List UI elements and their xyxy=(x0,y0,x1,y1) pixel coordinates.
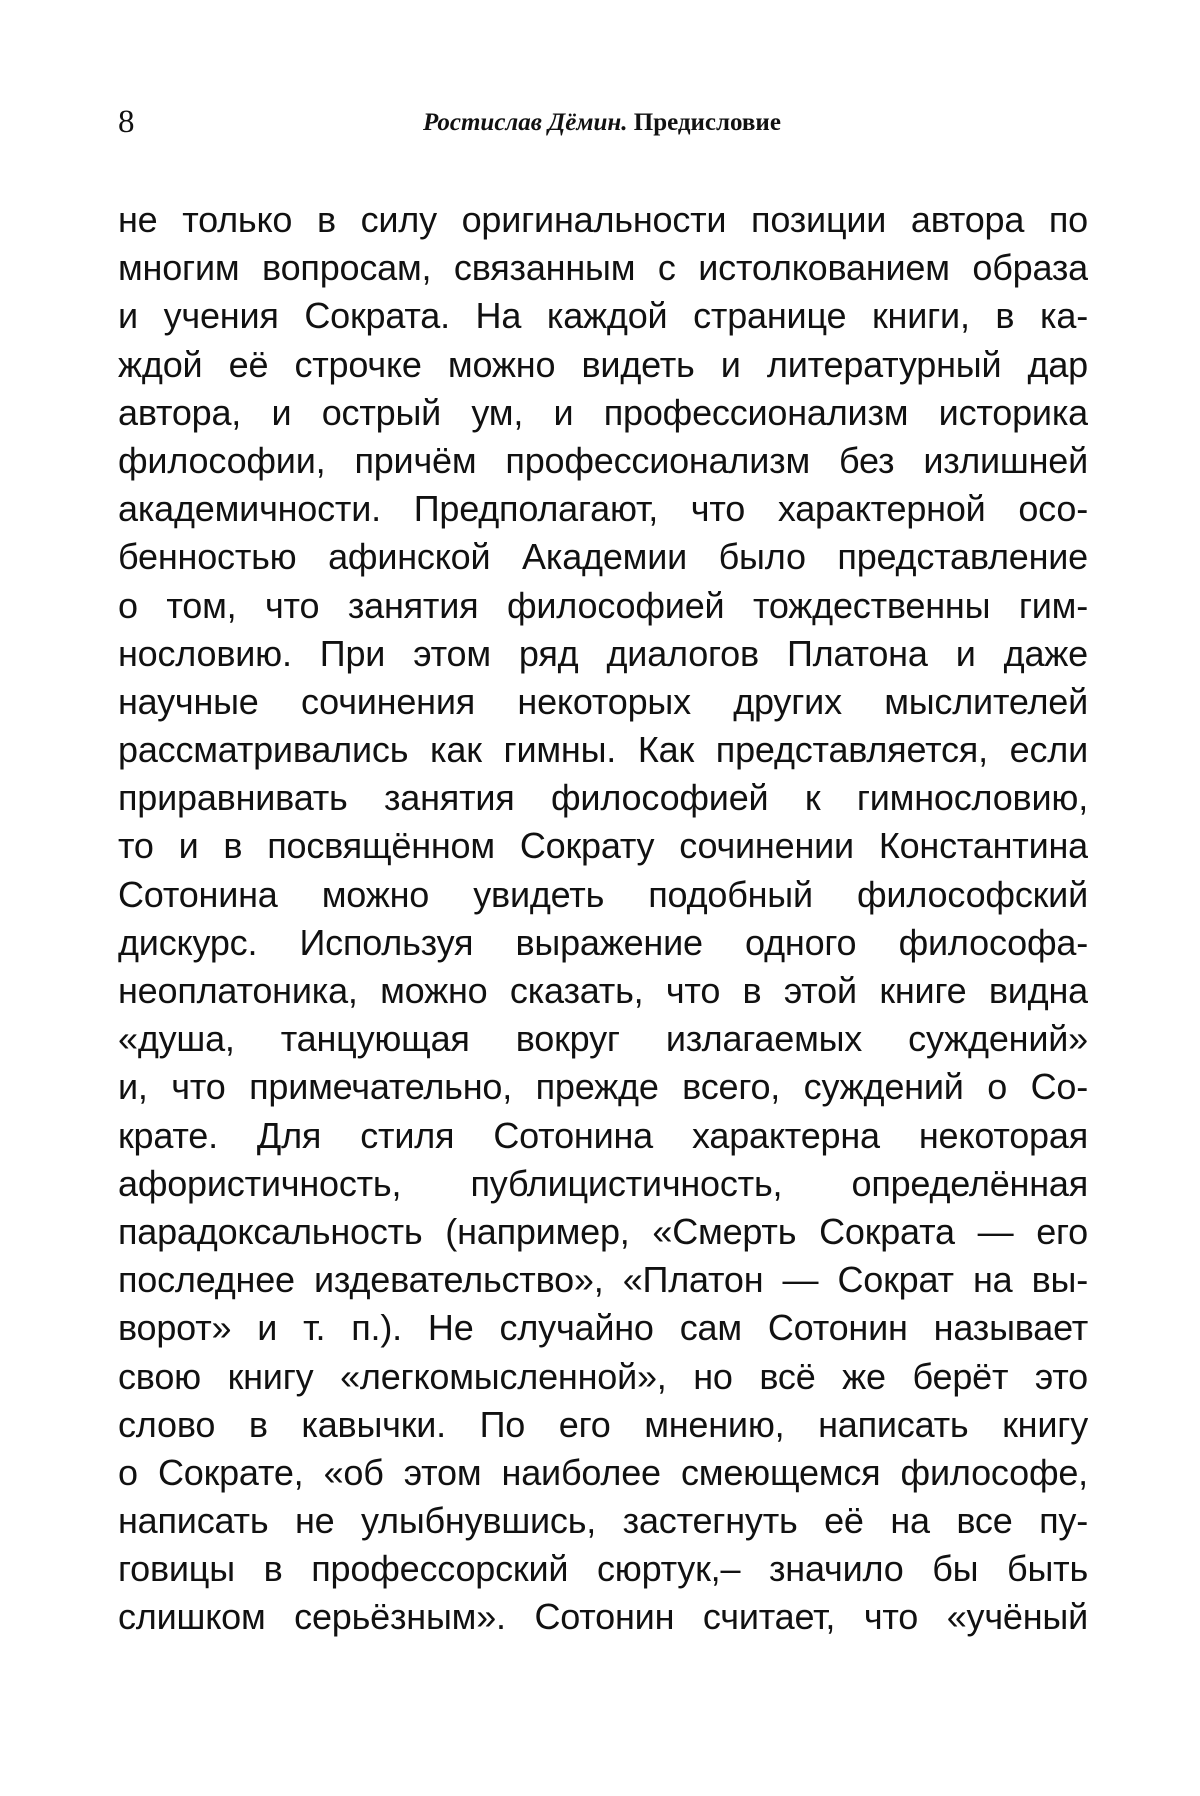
text-line: о Сократе, «об этом наиболее смеющемся философе, xyxy=(118,1451,1088,1493)
text-line: академичности. Предполагают, что характерной осо- xyxy=(118,488,1088,530)
text-line: парадоксальность (например, «Смерть Сократа — его xyxy=(118,1210,1088,1252)
running-head-section: Предисловие xyxy=(633,109,781,136)
text-line: неоплатоника, можно сказать, что в этой книге видна xyxy=(118,970,1088,1011)
text-line: ворот» и т. п.). Не случайно сам Сотонин называет xyxy=(118,1307,1088,1349)
text-line: слишком серьёзным». Сотонин считает, что «учёный xyxy=(118,1596,1088,1638)
text-line: последнее издевательство», «Платон — Сократ на вы- xyxy=(118,1259,1088,1301)
text-line: бенностью афинской Академии было представление xyxy=(118,536,1088,578)
text-line: автора, и острый ум, и профессионализм историка xyxy=(118,391,1088,433)
text-line: и, что примечательно, прежде всего, суждений о Со- xyxy=(118,1066,1088,1108)
text-line: «душа, танцующая вокруг излагаемых суждений» xyxy=(118,1018,1088,1060)
text-line: говицы в профессорский сюртук,– значило бы быть xyxy=(118,1548,1088,1590)
text-line: многим вопросам, связанным с истолкованием образа xyxy=(118,247,1088,289)
body-text xyxy=(118,196,1088,1642)
text-line: то и в посвящённом Сократу сочинении Константина xyxy=(118,825,1088,867)
text-line: слово в кавычки. По его мнению, написать книгу xyxy=(118,1403,1088,1445)
text-line: дискурс. Используя выражение одного философа- xyxy=(118,921,1088,963)
text-line: афористичность, публицистичность, определённая xyxy=(118,1162,1088,1204)
text-line: и учения Сократа. На каждой странице книги, в ка- xyxy=(118,295,1088,337)
text-line: не только в силу оригинальности позиции автора по xyxy=(118,199,1088,240)
text-line: о том, что занятия философией тождественны гим- xyxy=(118,584,1088,626)
text-line: философии, причём профессионализм без излишней xyxy=(118,439,1088,481)
text-line: свою книгу «легкомысленной», но всё же берёт это xyxy=(118,1355,1088,1397)
page-header xyxy=(118,100,1088,150)
text-line: Сотонина можно увидеть подобный философский xyxy=(118,873,1088,915)
running-head-author: Ростислав Дёмин. xyxy=(423,109,628,136)
text-line: написать не улыбнувшись, застегнуть её на все пу- xyxy=(118,1500,1088,1542)
running-head xyxy=(423,108,781,138)
text-line: нословию. При этом ряд диалогов Платона и даже xyxy=(118,632,1088,674)
text-line: приравнивать занятия философией к гимнословию, xyxy=(118,777,1088,819)
text-line: крате. Для стиля Сотонина характерна некоторая xyxy=(118,1114,1088,1156)
text-line: ждой её строчке можно видеть и литературный дар xyxy=(118,343,1088,385)
page-number: 8 xyxy=(118,104,135,140)
text-line: рассматривались как гимны. Как представляется, если xyxy=(118,729,1088,771)
text-line: научные сочинения некоторых других мыслителей xyxy=(118,680,1088,722)
